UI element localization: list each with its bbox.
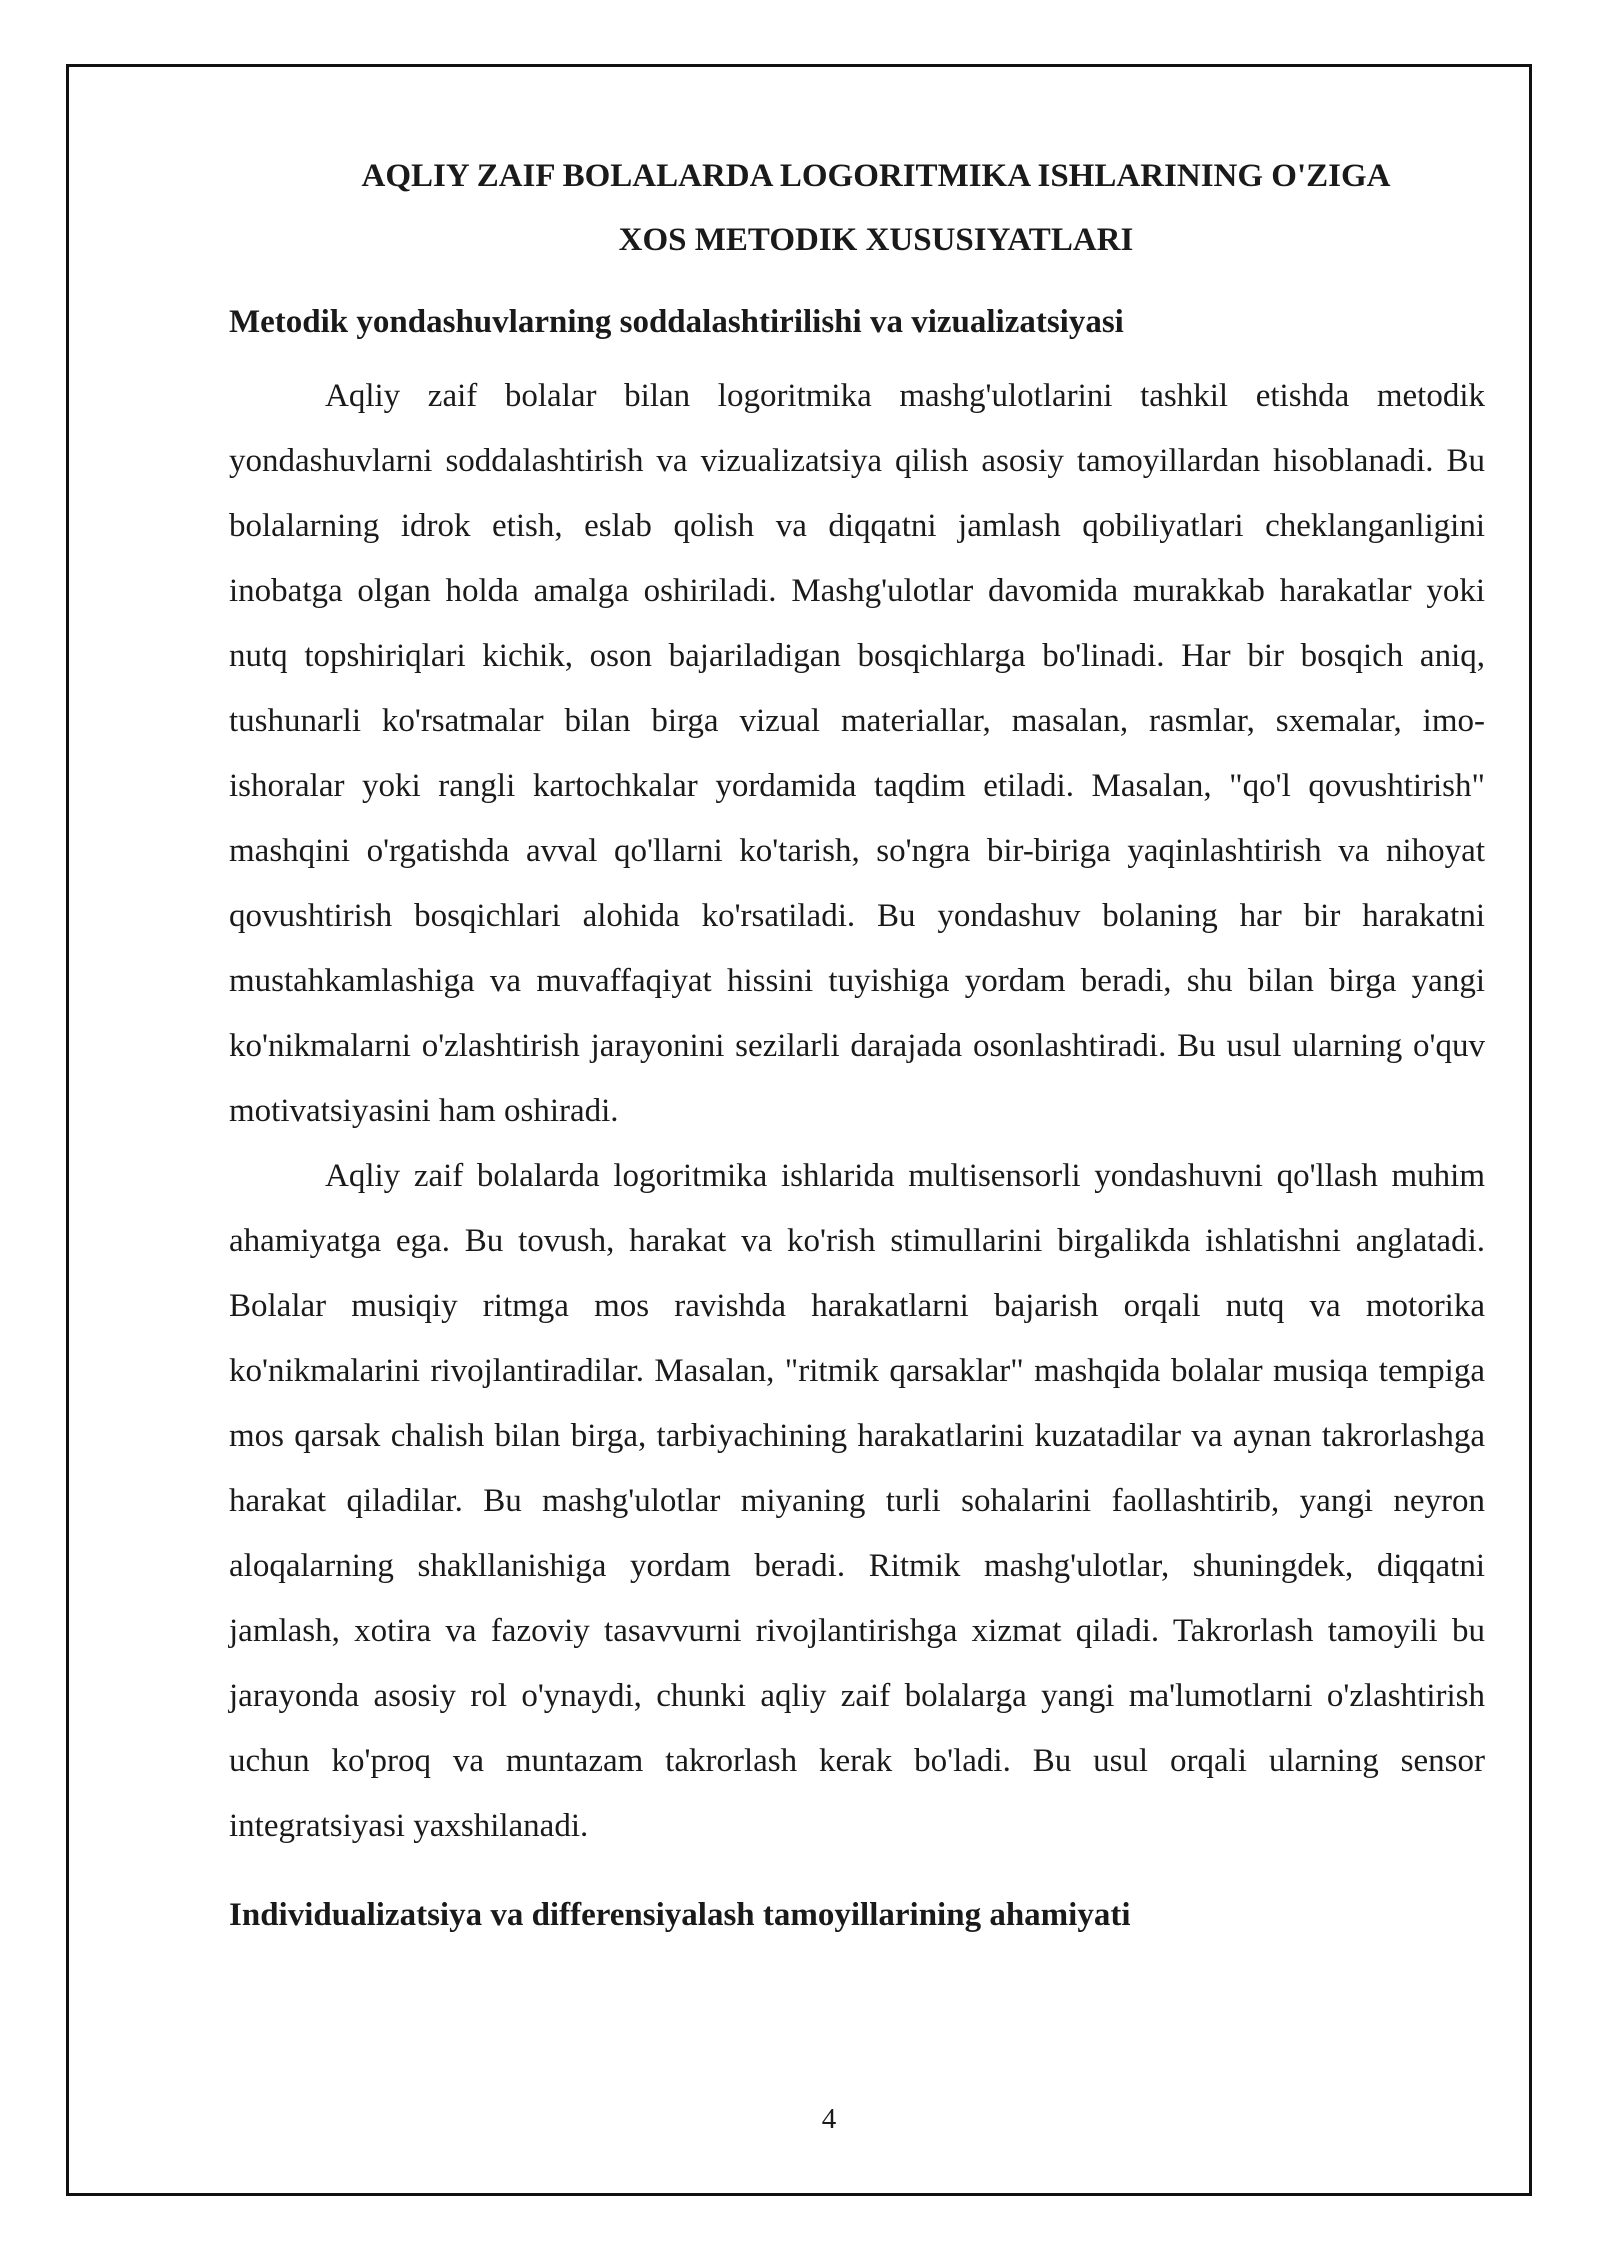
paragraph-2: Aqliy zaif bolalarda logoritmika ishlarida multisensorli yondashuvni qo'llash muhim ahamiyatga ega. Bu tovush, harakat va ko'rish stimullarini birgalikda ishlatishni anglatadi. Bolalar musiqiy ritmga mos ravishda harakatlarni bajarish orqali nutq va motorika ko'nikmalarini rivojlantiradilar. Masalan, "ritmik qarsaklar" mashqida bolalar musiqa tempiga mos qarsak chalish bilan birga, tarbiyachining harakatlarini kuzatadilar va aynan takrorlashga harakat qiladilar. Bu mashg'ulotlar miyaning turli sohalarini faollashtirib, yangi neyron aloqalarning shakllanishiga yordam beradi. Ritmik mashg'ulotlar, shuningdek, diqqatni jamlash, xotira va fazoviy tasavvurni rivojlantirishga xizmat qiladi. Takrorlash tamoyili bu jarayonda asosiy rol o'ynaydi, chunki aqliy zaif bolalarga yangi ma'lumotlarni o'zlashtirish uchun ko'proq va muntazam takrorlash kerak bo'ladi. Bu usul orqali ularning sensor integratsiyasi yaxshilanadi. [229,1158,1485,1844]
document-body [229,144,1485,1935]
title-line-2: XOS METODIK XUSUSIYATLARI [618,222,1134,258]
page-number: 4 [821,2103,837,2135]
title-line-1: AQLIY ZAIF BOLALARDA LOGORITMIKA ISHLARINING O'ZIGA [361,158,1391,194]
document-title [229,144,1485,272]
section-heading-1: Metodik yondashuvlarning soddalashtirilishi va vizualizatsiyasi [229,304,1124,340]
paragraph-1: Aqliy zaif bolalar bilan logoritmika mashg'ulotlarini tashkil etishda metodik yondashuvlarni soddalashtirish va vizualizatsiya qilish asosiy tamoyillardan hisoblanadi. Bu bolalarning idrok etish, eslab qolish va diqqatni jamlash qobiliyatlari cheklanganligini inobatga olgan holda amalga oshiriladi. Mashg'ulotlar davomida murakkab harakatlar yoki nutq topshiriqlari kichik, oson bajariladigan bosqichlarga bo'linadi. Har bir bosqich aniq, tushunarli ko'rsatmalar bilan birga vizual materiallar, masalan, rasmlar, sxemalar, imo-ishoralar yoki rangli kartochkalar yordamida taqdim etiladi. Masalan, "qo'l qovushtirish" mashqini o'rgatishda avval qo'llarni ko'tarish, so'ngra bir-biriga yaqinlashtirish va nihoyat qovushtirish bosqichlari alohida ko'rsatiladi. Bu yondashuv bolaning har bir harakatni mustahkamlashiga va muvaffaqiyat hissini tuyishiga yordam beradi, shu bilan birga yangi ko'nikmalarni o'zlashtirish jarayonini sezilarli darajada osonlashtiradi. Bu usul ularning o'quv motivatsiyasini ham oshiradi. [229,378,1485,1129]
section-heading-2: Individualizatsiya va differensiyalash tamoyillarining ahamiyati [229,1897,1131,1933]
